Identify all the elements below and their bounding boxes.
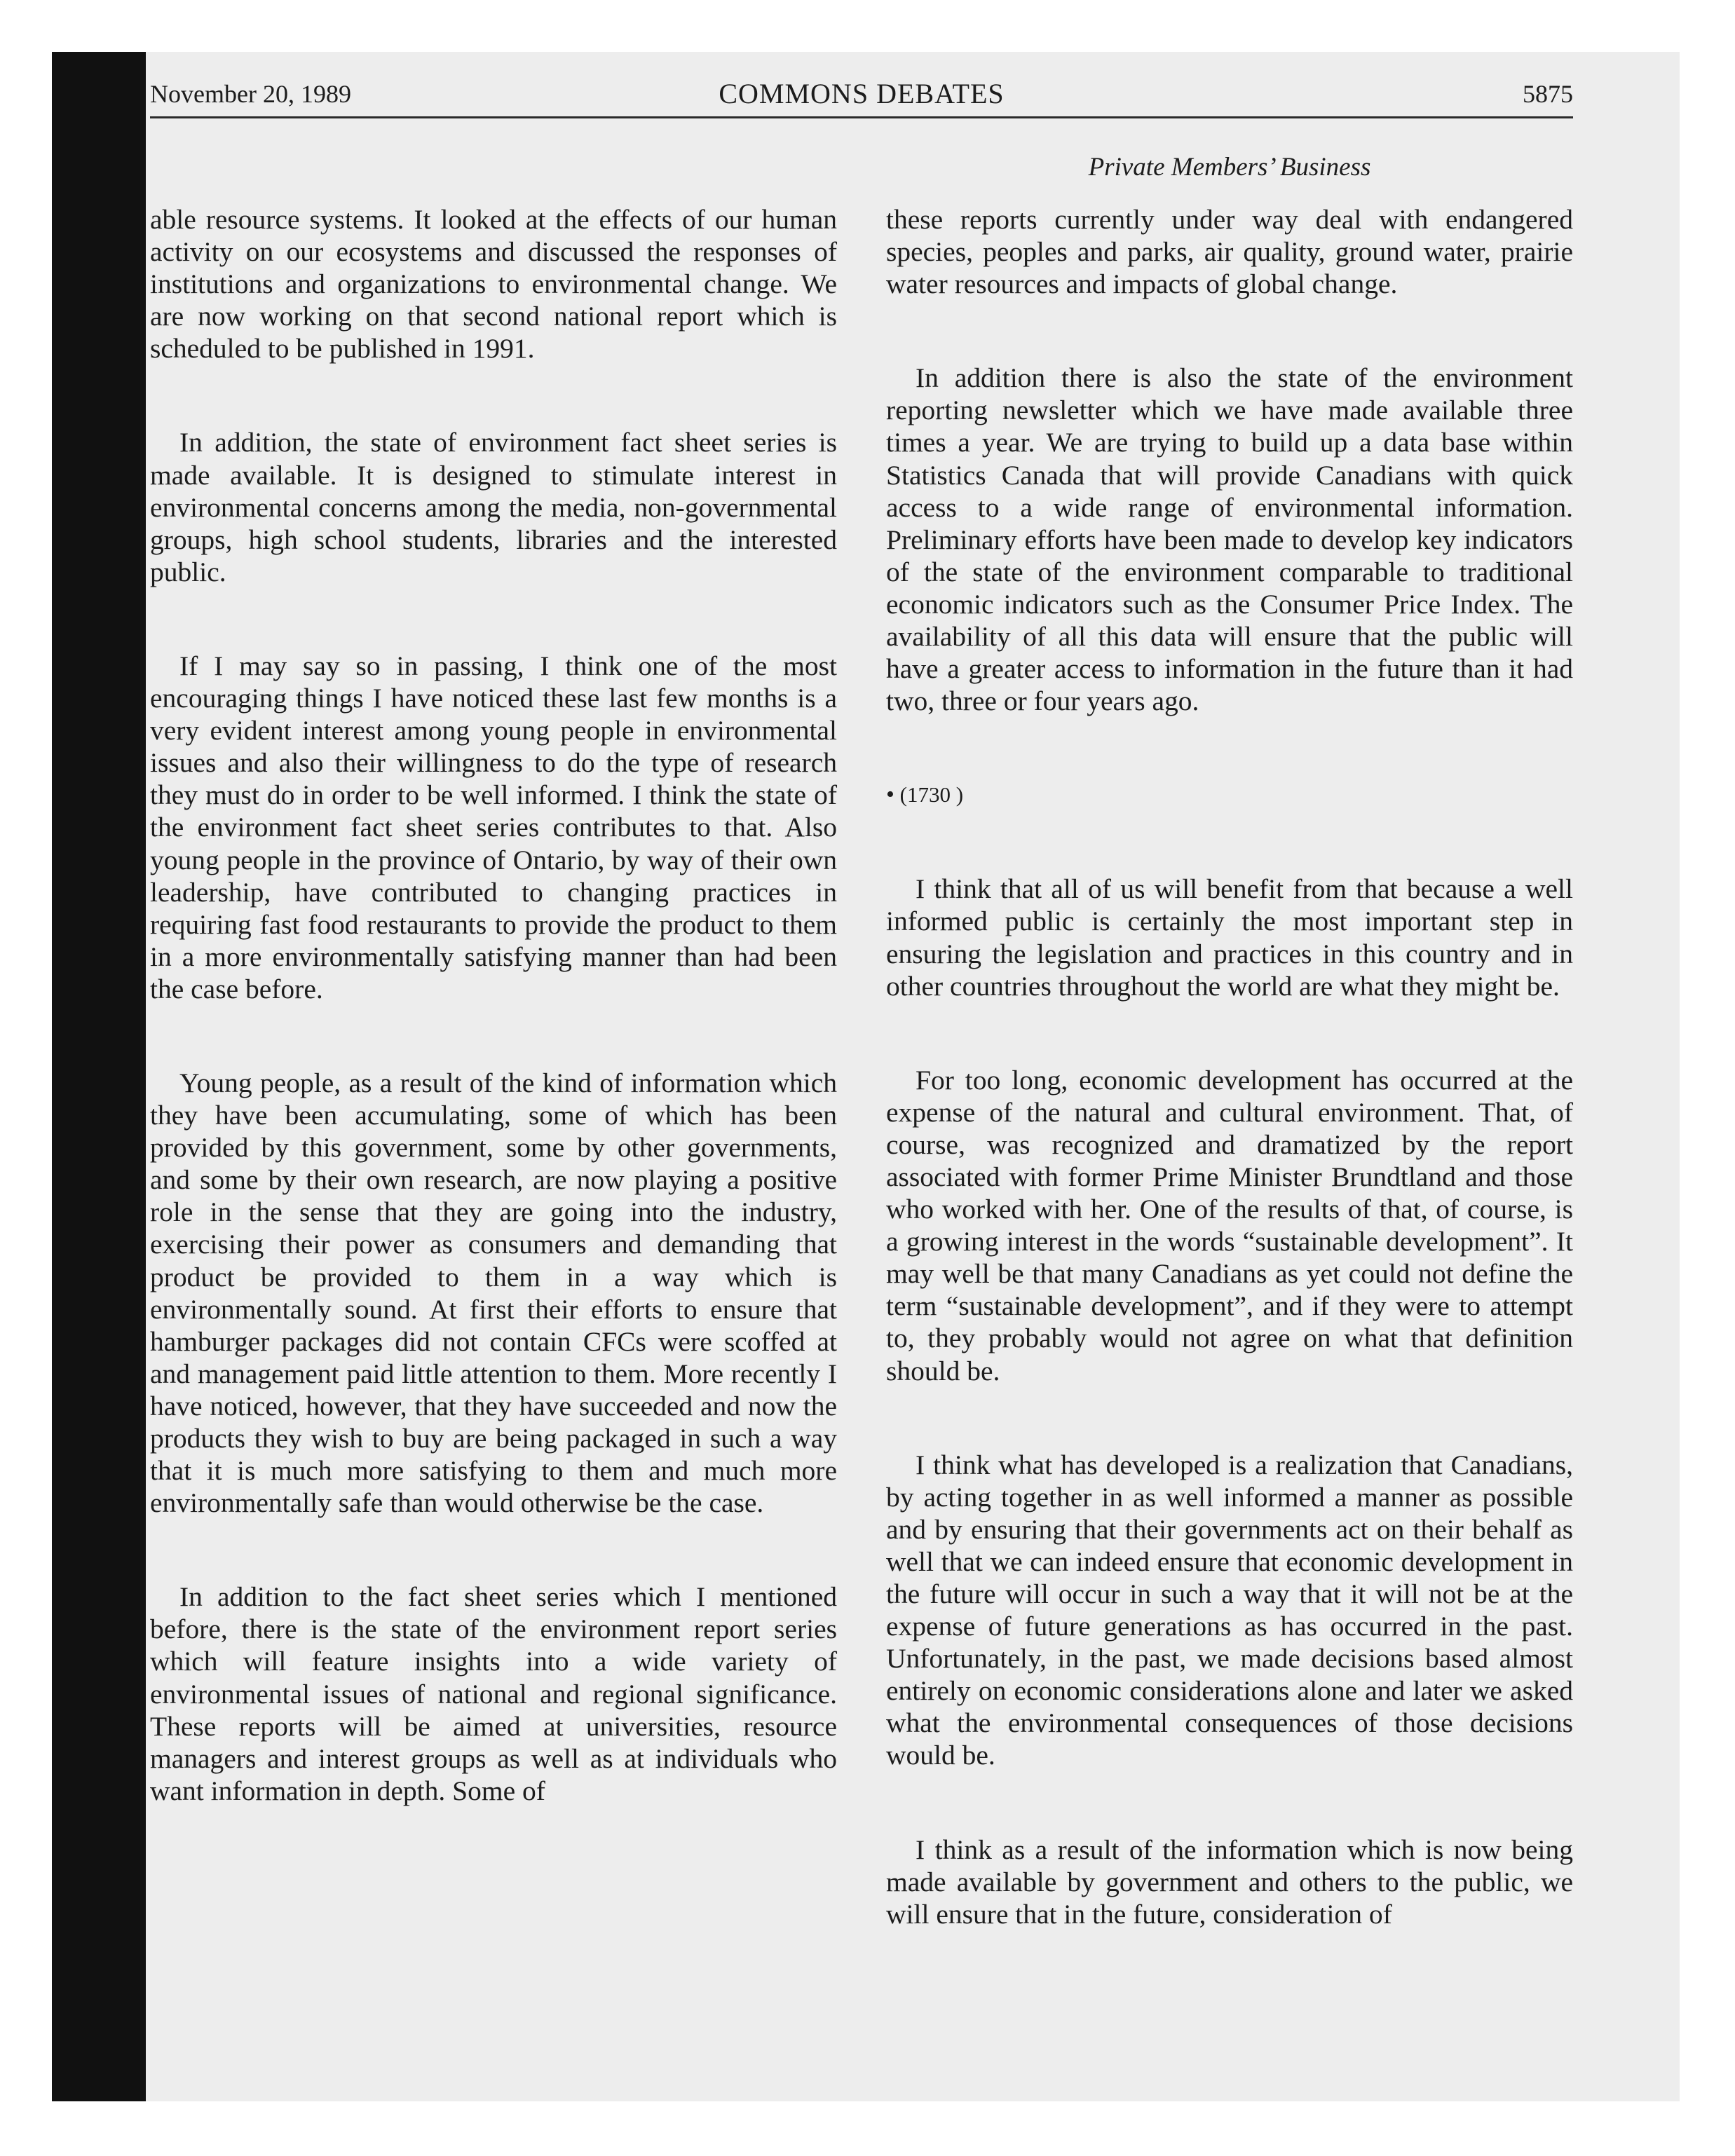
- section-label: Private Members’ Business: [1088, 153, 1371, 182]
- header-rule: [150, 116, 1573, 118]
- right-paragraph-2: In addition there is also the state of the environment reporting newsletter which we have made available three times a year. We are trying to build up a data base within Statistics Canada that will provide Canadians with quick access to a wide range of environmental information. Preliminary efforts have been made to develop key indicators of the state of the environment comparable to traditional economic indicators such as the Consumer Price Index. The availability of all this data will ensure that the public will have a greater access to information in the future than it had two, three or four years ago.: [886, 362, 1573, 717]
- header-date: November 20, 1989: [150, 80, 351, 108]
- time-marker-text: (1730 ): [899, 782, 964, 807]
- right-paragraph-4: For too long, economic development has occurred at the expense of the natural and cultural environment. That, of course, was recognized and dramatized by the report associated with former Prime Minister Brundtland and those who worked with her. One of the results of that, of course, is a growing interest in the words “sustainable development”. It may well be that many Canadians as yet could not define the term “sustainable development”, and if they were to attempt to, they probably would not agree on what that definition should be.: [886, 1064, 1573, 1386]
- right-paragraph-6: I think as a result of the information which is now being made available by government and others to the public, we will ensure that in the future, consideration of: [886, 1834, 1573, 1930]
- right-paragraph-1: these reports currently under way deal with endangered species, peoples and parks, air quality, ground water, prairie water resources and impacts of global change.: [886, 204, 1573, 300]
- left-paragraph-5: In addition to the fact sheet series which I mentioned before, there is the state of the environment report series which will feature insights into a wide variety of environmental issues of national and regional significance. These reports will be aimed at universities, resource managers and interest groups as well as at individuals who want information in depth. Some of: [150, 1581, 837, 1806]
- bullet-icon: •: [886, 782, 894, 808]
- left-paragraph-3: If I may say so in passing, I think one of the most encouraging things I have noticed these last few months is a very evident interest among young people in environmental issues and also their willingness to do the type of research they must do in order to be well informed. I think the state of the environment fact sheet series contributes to that. Also young people in the province of Ontario, by way of their own leadership, have contributed to changing practices in requiring fast food restaurants to provide the product to them in a more environmentally satisfying manner than had been the case before.: [150, 650, 837, 1004]
- left-paragraph-1: able resource systems. It looked at the effects of our human activity on our ecosystems and discussed the responses of institutions and organizations to environmental change. We are now working on that second national report which is scheduled to be published in 1991.: [150, 204, 837, 364]
- header-title: COMMONS DEBATES: [719, 78, 1005, 109]
- left-column: [150, 203, 837, 1869]
- running-head: [150, 74, 1573, 114]
- header-page-number: 5875: [1523, 80, 1573, 108]
- right-paragraph-3: I think that all of us will benefit from that because a well informed public is certainly the most important step in ensuring the legislation and practices in this country and in other countries throughout the world are what they might be.: [886, 873, 1573, 1002]
- left-paragraph-2: In addition, the state of environment fact sheet series is made available. It is designed to stimulate interest in environmental concerns among the media, non-governmental groups, high school students, libraries and the interested public.: [150, 427, 837, 587]
- scan-binding-edge: [52, 52, 146, 2101]
- right-column: [886, 203, 1573, 1992]
- left-paragraph-4: Young people, as a result of the kind of information which they have been accumulating, some of which has been provided by this government, some by other governments, and some by their own research, are now playing a positive role in the sense that they are going into the industry, exercising their power as consumers and demanding that product be provided to them in a way which is environmentally sound. At first their efforts to ensure that hamburger packages did not contain CFCs were scoffed at and management paid little attention to them. More recently I have noticed, however, that they have succeeded and now the products they wish to buy are being packaged in such a way that it is much more satisfying to them and much more environmentally safe than would otherwise be the case.: [150, 1067, 837, 1519]
- right-paragraph-5: I think what has developed is a realization that Canadians, by acting together in as well informed a manner as possible and by ensuring that their governments act on their behalf as well that we can indeed ensure that economic development in the future will occur in such a way that it will not be at the expense of future generations as has occurred in the past. Unfortunately, in the past, we made decisions based almost entirely on economic considerations alone and later we asked what the environmental consequences of those decisions would be.: [886, 1449, 1573, 1771]
- time-marker: [886, 779, 1573, 811]
